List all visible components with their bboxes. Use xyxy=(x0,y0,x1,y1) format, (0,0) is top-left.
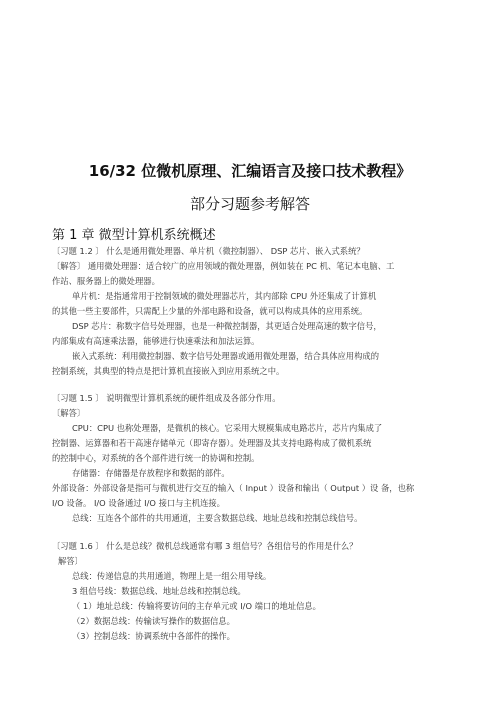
text-line: 解答〕 xyxy=(58,556,83,566)
text-line: 的控制中心，对系统的各个部件进行统一的协调和控制。 xyxy=(52,453,260,463)
text-line: 嵌入式系统：利用微控制器、数字信号处理器或通用微处理器，结合具体应用构成的 xyxy=(72,351,379,361)
document-subtitle: 部分习题参考解答 xyxy=(189,195,310,213)
text-line: 外部设备：外部设备是指可与微机进行交互的输入（ Input ）设备和输出（ Output ）设 备，也称 xyxy=(52,483,415,493)
text-line: 存储器：存储器是存放程序和数据的部件。 xyxy=(72,468,230,478)
text-line: 的其他一些主要部件，只需配上少量的外部电路和设备，就可以构成具体的应用系统。 xyxy=(52,306,368,316)
text-line: 控制器、运算器和若干高速存储单元（即寄存器）。处理器及其支持电路构成了微机系统 xyxy=(52,438,372,448)
text-line: 作站、服务器上的微处理器。 xyxy=(52,276,160,286)
text-line: 单片机：是指通常用于控制领域的微处理器芯片，其内部除 CPU 外还集成了计算机 xyxy=(72,291,377,301)
text-line: CPU：CPU 也称处理器，是微机的核心。它采用大规模集成电路芯片，芯片内集成了 xyxy=(72,423,383,433)
text-line: 〔解答〕 xyxy=(52,408,86,418)
text-line: （3）控制总线：协调系统中各部件的操作。 xyxy=(72,631,235,641)
chapter-heading: 第 1 章 微型计算机系统概述 xyxy=(52,228,216,243)
text-line: 3 组信号线：数据总线、地址总线和控制总线。 xyxy=(72,586,246,596)
text-line: 〔习题 1.6 〕 什么是总线？微机总线通常有哪 3 组信号？各组信号的作用是什么？ xyxy=(52,541,358,551)
text-line: （ 1）地址总线：传输将要访问的主存单元或 I/O 端口的地址信息。 xyxy=(72,601,321,611)
text-line: 控制系统，其典型的特点是把计算机直接嵌入到应用系统之中。 xyxy=(52,366,285,376)
text-line: 〔习题 1.2 〕 什么是通用微处理器、单片机（微控制器）、 DSP 芯片、嵌入式系统？ xyxy=(52,246,365,256)
text-line: （2）数据总线：传输读写操作的数据信息。 xyxy=(72,616,235,626)
text-line: I/O 设备。 I/O 设备通过 I/O 接口与主机连接。 xyxy=(52,498,225,508)
text-line: 内部集成有高速乘法器，能够进行快速乘法和加法运算。 xyxy=(52,336,260,346)
text-line: 〔习题 1.5 〕 说明微型计算机系统的硬件组成及各部分作用。 xyxy=(52,393,281,403)
text-line: 总线：互连各个部件的共用通道，主要含数据总线、地址总线和控制总线信号。 xyxy=(72,513,363,523)
document-title: 16/32 位微机原理、汇编语言及接口技术教程》 xyxy=(88,162,412,180)
text-line: 〔解答〕 通用微处理器：适合较广的应用领域的微处理器，例如装在 PC 机、笔记本电脑、工 xyxy=(52,261,395,271)
text-line: DSP 芯片：称数字信号处理器，也是一种微控制器，其更适合处理高速的数字信号， xyxy=(72,321,382,331)
text-line: 总线：传递信息的共用通道，物理上是一组公用导线。 xyxy=(72,571,272,581)
